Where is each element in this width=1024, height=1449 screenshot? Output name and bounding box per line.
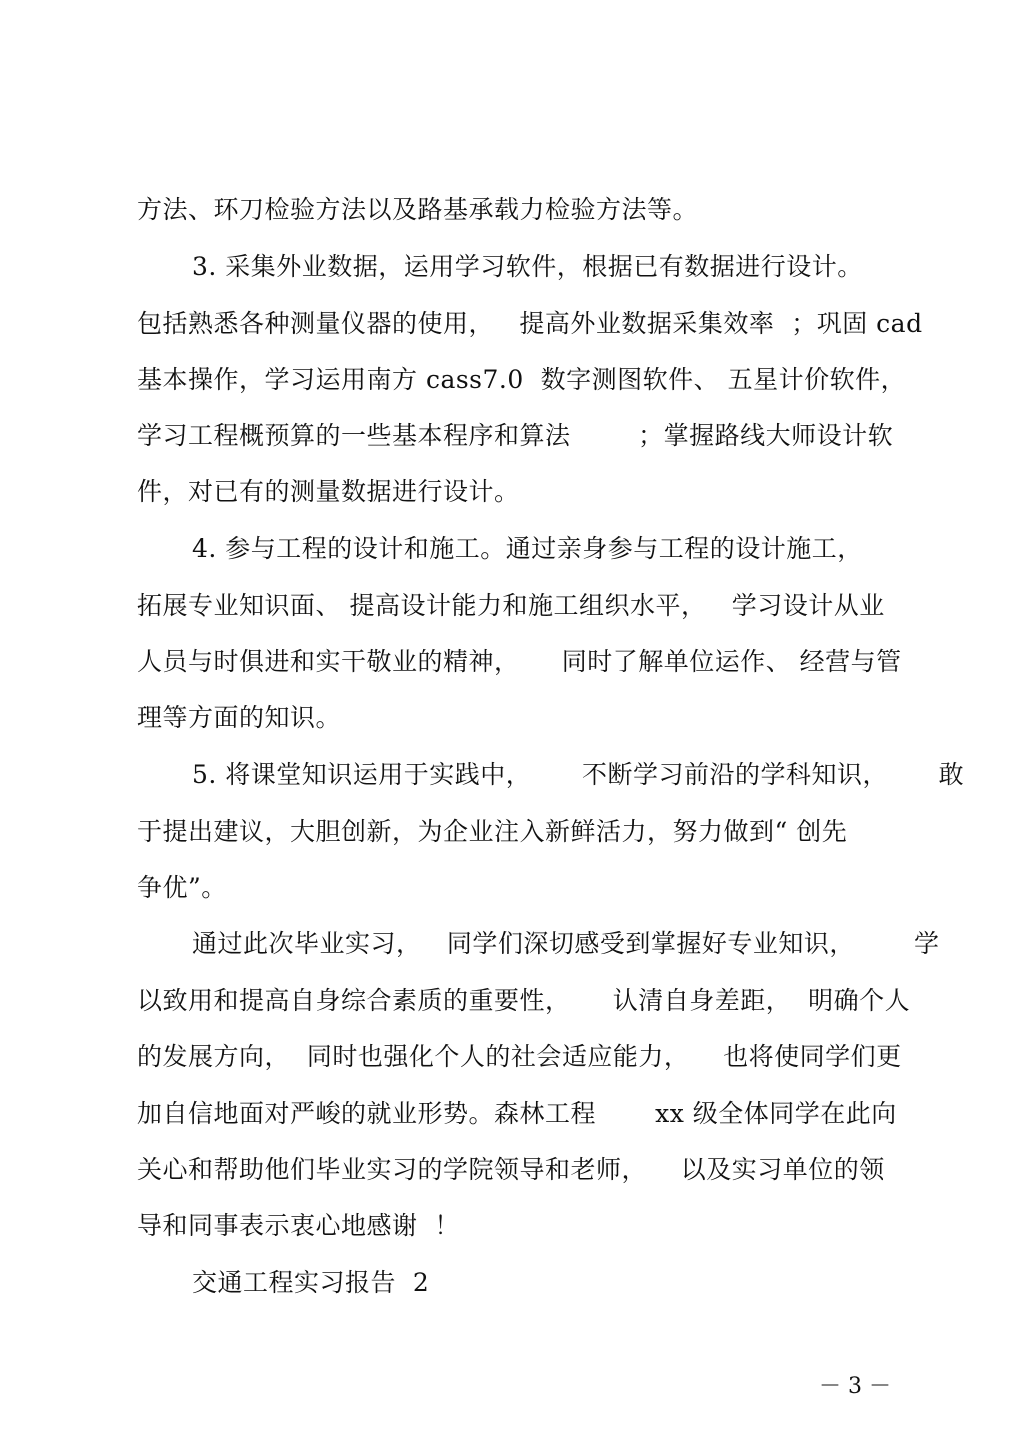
paragraph-line-13: 争优”。 bbox=[137, 873, 227, 902]
paragraph-line-19: 导和同事表示衷心地感谢 ！ bbox=[137, 1211, 460, 1240]
paragraph-line-14: 通过此次毕业实习， 同学们深切感受到掌握好专业知识， 学 bbox=[192, 929, 940, 958]
paragraph-line-9: 人员与时俱进和实干敬业的精神， 同时了解单位运作、 经营与管 bbox=[137, 647, 902, 676]
paragraph-line-2: 3. 采集外业数据，运用学习软件，根据已有数据进行设计。 bbox=[192, 252, 863, 281]
section-heading: 交通工程实习报告 2 bbox=[192, 1268, 430, 1297]
paragraph-line-16: 的发展方向， 同时也强化个人的社会适应能力， 也将使同学们更 bbox=[137, 1042, 902, 1071]
paragraph-line-15: 以致用和提高自身综合素质的重要性， 认清自身差距， 明确个人 bbox=[137, 986, 911, 1015]
page-number: － 3 － bbox=[819, 1374, 891, 1399]
paragraph-line-1: 方法、环刀检验方法以及路基承载力检验方法等。 bbox=[137, 195, 699, 224]
paragraph-line-18: 关心和帮助他们毕业实习的学院领导和老师， 以及实习单位的领 bbox=[137, 1155, 885, 1184]
paragraph-line-8: 拓展专业知识面、 提高设计能力和施工组织水平， 学习设计从业 bbox=[137, 591, 885, 620]
paragraph-line-3: 包括熟悉各种测量仪器的使用， 提高外业数据采集效率 ；巩固 cad bbox=[137, 309, 923, 338]
paragraph-line-11: 5. 将课堂知识运用于实践中， 不断学习前沿的学科知识， 敢 bbox=[192, 760, 965, 789]
paragraph-line-4: 基本操作，学习运用南方 cass7.0 数字测图软件、 五星计价软件， bbox=[137, 365, 907, 394]
paragraph-line-6: 件，对已有的测量数据进行设计。 bbox=[137, 477, 520, 506]
paragraph-line-17: 加自信地面对严峻的就业形势。森林工程 xx 级全体同学在此向 bbox=[137, 1099, 897, 1128]
paragraph-line-5: 学习工程概预算的一些基本程序和算法 ；掌握路线大师设计软 bbox=[137, 421, 894, 450]
paragraph-line-12: 于提出建议，大胆创新，为企业注入新鲜活力，努力做到“ 创先 bbox=[137, 817, 848, 846]
paragraph-line-7: 4. 参与工程的设计和施工。通过亲身参与工程的设计施工， bbox=[192, 534, 863, 563]
paragraph-line-10: 理等方面的知识。 bbox=[137, 703, 342, 732]
